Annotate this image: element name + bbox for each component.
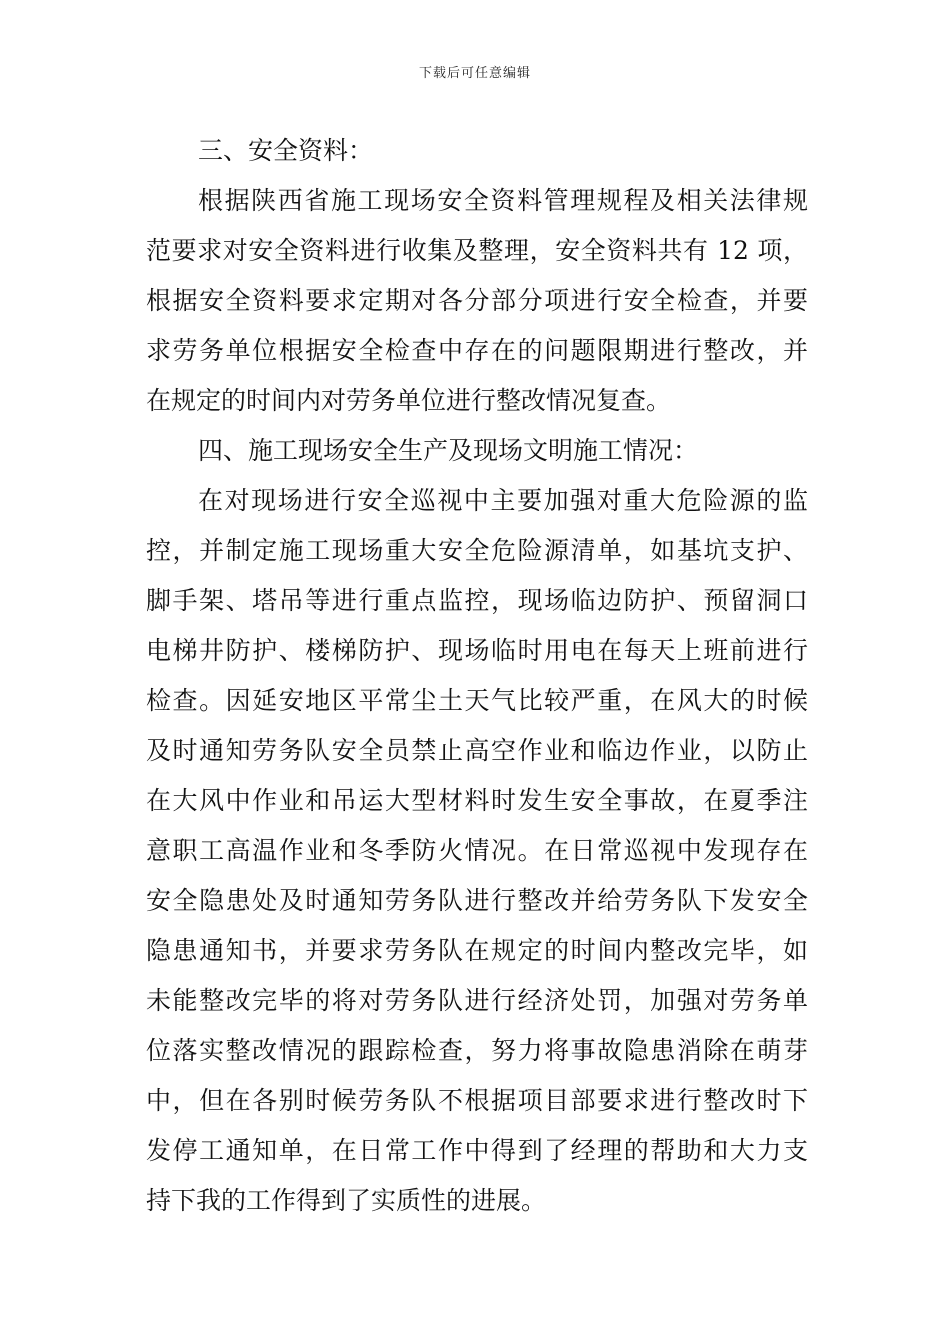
document-body	[146, 126, 808, 1226]
paragraph-line: 持下我的工作得到了实质性的进展。	[146, 1186, 547, 1215]
paragraph-line: 安全隐患处及时通知劳务队进行整改并给劳务队下发安全	[146, 886, 808, 915]
paragraph-line: 未能整改完毕的将对劳务队进行经济处罚，加强对劳务单	[146, 986, 808, 1015]
page-header: 下载后可任意编辑	[418, 66, 531, 81]
paragraph-line: 隐患通知书，并要求劳务队在规定的时间内整改完毕，如	[146, 936, 808, 965]
paragraph-line: 中，但在各别时候劳务队不根据项目部要求进行整改时下	[146, 1086, 808, 1115]
paragraph-line: 控，并制定施工现场重大安全危险源清单，如基坑支护、	[146, 536, 808, 565]
paragraph-line: 位落实整改情况的跟踪检查，努力将事故隐患消除在萌芽	[146, 1036, 808, 1065]
section-heading-site-safety: 四、施工现场安全生产及现场文明施工情况：	[198, 436, 699, 465]
paragraph-line: 根据安全资料要求定期对各分部分项进行安全检查，并要	[146, 286, 808, 315]
paragraph-line: 在规定的时间内对劳务单位进行整改情况复查。	[146, 386, 672, 415]
paragraph-line: 求劳务单位根据安全检查中存在的问题限期进行整改，并	[146, 336, 808, 365]
paragraph-line: 意职工高温作业和冬季防火情况。在日常巡视中发现存在	[146, 836, 808, 865]
paragraph-line: 在对现场进行安全巡视中主要加强对重大危险源的监	[198, 486, 808, 515]
paragraph-line: 范要求对安全资料进行收集及整理，安全资料共有 12 项，	[146, 236, 808, 265]
paragraph-line: 在大风中作业和吊运大型材料时发生安全事故，在夏季注	[146, 786, 808, 815]
section-heading-safety-documents: 三、安全资料：	[198, 136, 374, 165]
paragraph-line: 发停工通知单，在日常工作中得到了经理的帮助和大力支	[146, 1136, 808, 1165]
paragraph-line: 脚手架、塔吊等进行重点监控，现场临边防护、预留洞口	[146, 586, 808, 615]
paragraph-line: 根据陕西省施工现场安全资料管理规程及相关法律规	[198, 186, 808, 215]
paragraph-line: 及时通知劳务队安全员禁止高空作业和临边作业，以防止	[146, 736, 808, 765]
paragraph-line: 检查。因延安地区平常尘土天气比较严重，在风大的时候	[146, 686, 808, 715]
paragraph-line: 电梯井防护、楼梯防护、现场临时用电在每天上班前进行	[146, 636, 808, 665]
